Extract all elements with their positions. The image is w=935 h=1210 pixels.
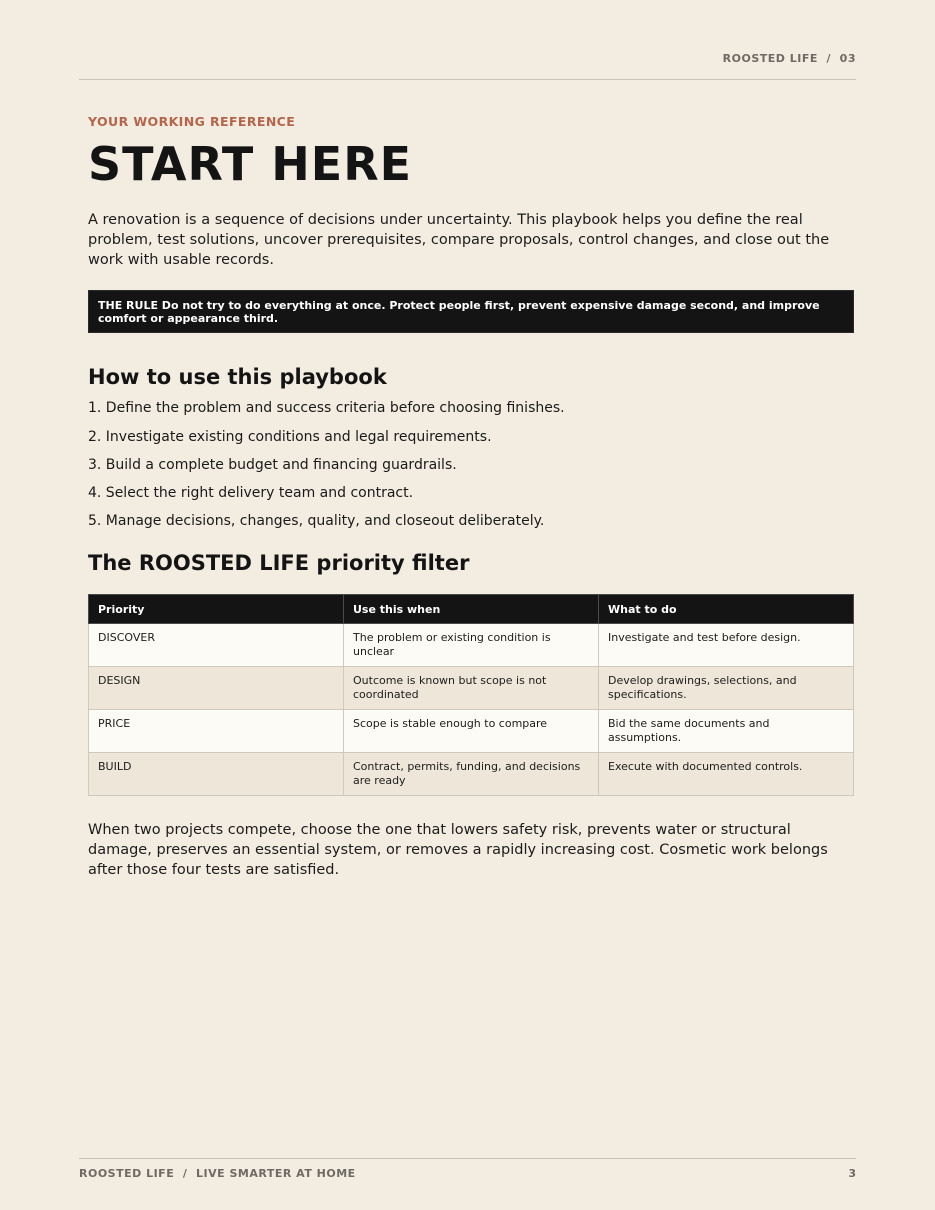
table-cell: BUILD: [89, 753, 344, 796]
table-row: [89, 753, 854, 796]
table-cell: Scope is stable enough to compare: [344, 710, 599, 753]
table-row: [89, 667, 854, 710]
footer-divider: [79, 1158, 856, 1159]
intro-paragraph: A renovation is a sequence of decisions under uncertainty. This playbook helps you define the real problem, test solutions, uncover prerequisites, compare proposals, control changes, and close out the work with usable records.: [88, 212, 830, 269]
list-item: 2. Investigate existing conditions and legal requirements.: [88, 428, 492, 445]
column-header: Priority: [89, 595, 344, 624]
priority-filter-heading: The ROOSTED LIFE priority filter: [88, 551, 470, 576]
table-cell: Develop drawings, selections, and specifications.: [599, 667, 854, 710]
list-item: 5. Manage decisions, changes, quality, and closeout deliberately.: [88, 513, 545, 530]
table-cell: PRICE: [89, 710, 344, 753]
list-item: 1. Define the problem and success criteria before choosing finishes.: [88, 400, 565, 417]
table-cell: Execute with documented controls.: [599, 753, 854, 796]
how-to-heading: How to use this playbook: [88, 365, 387, 390]
header-divider: [79, 79, 856, 80]
table-cell: Investigate and test before design.: [599, 624, 854, 667]
page-number: 3: [848, 1167, 856, 1180]
steps-list: [88, 398, 854, 531]
column-header: What to do: [599, 595, 854, 624]
list-item: 4. Select the right delivery team and contract.: [88, 485, 414, 502]
section-eyebrow: YOUR WORKING REFERENCE: [88, 114, 296, 129]
page-title: START HERE: [88, 137, 413, 191]
column-header: Use this when: [344, 595, 599, 624]
table-row: [89, 710, 854, 753]
rule-callout: THE RULE Do not try to do everything at once. Protect people first, prevent expensive damage second, and improve comfort or appearance third.: [88, 290, 854, 333]
table-cell: Outcome is known but scope is not coordinated: [344, 667, 599, 710]
page-content: [88, 114, 854, 880]
running-header: ROOSTED LIFE / 03: [722, 52, 856, 65]
table-cell: DISCOVER: [89, 624, 344, 667]
table-cell: Bid the same documents and assumptions.: [599, 710, 854, 753]
footer-brand: ROOSTED LIFE / LIVE SMARTER AT HOME: [79, 1167, 356, 1180]
table-cell: Contract, permits, funding, and decisions are ready: [344, 753, 599, 796]
table-cell: The problem or existing condition is unclear: [344, 624, 599, 667]
table-cell: DESIGN: [89, 667, 344, 710]
priority-table: [88, 594, 854, 796]
closing-paragraph: When two projects compete, choose the one that lowers safety risk, prevents water or structural damage, preserves an essential system, or removes a rapidly increasing cost. Cosmetic work belongs after those four tests are satisfied.: [88, 822, 828, 879]
table-row: [89, 624, 854, 667]
table-header-row: [89, 595, 854, 624]
list-item: 3. Build a complete budget and financing guardrails.: [88, 456, 457, 473]
